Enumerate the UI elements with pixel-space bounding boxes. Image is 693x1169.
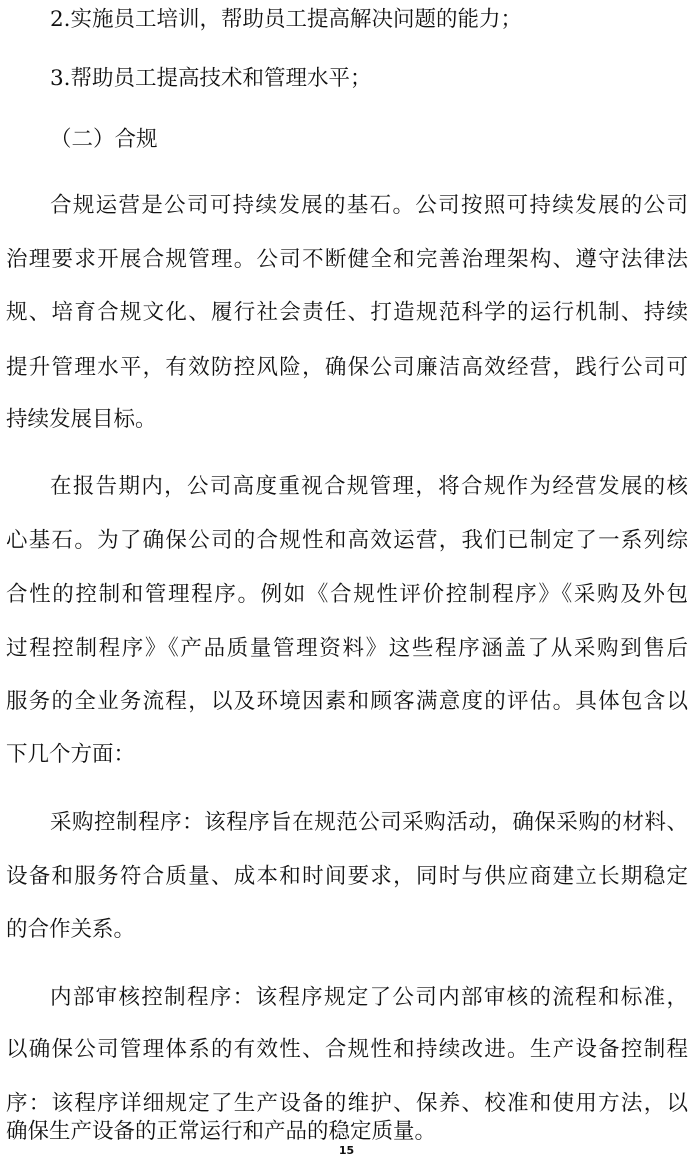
paragraph-2-line-5: 服务的全业务流程，以及环境因素和顾客满意度的评估。具体包含以 bbox=[6, 689, 688, 714]
paragraph-1-line-3: 规、培育合规文化、履行社会责任、打造规范科学的运行机制、持续 bbox=[6, 300, 688, 325]
paragraph-3-line-1: 采购控制程序：该程序旨在规范公司采购活动，确保采购的材料、 bbox=[50, 810, 688, 835]
paragraph-2-line-2: 心基石。为了确保公司的合规性和高效运营，我们已制定了一系列综 bbox=[6, 528, 688, 553]
paragraph-4-line-1: 内部审核控制程序：该程序规定了公司内部审核的流程和标准， bbox=[50, 985, 688, 1010]
paragraph-4-line-3: 序：该程序详细规定了生产设备的维护、保养、校准和使用方法，以 bbox=[6, 1091, 688, 1116]
list-item-2: 2.实施员工培训，帮助员工提高解决问题的能力； bbox=[50, 7, 523, 32]
paragraph-2-line-1: 在报告期内，公司高度重视合规管理，将合规作为经营发展的核 bbox=[50, 474, 688, 499]
paragraph-2-line-6: 下几个方面： bbox=[6, 742, 136, 767]
paragraph-4-line-4: 确保生产设备的正常运行和产品的稳定质量。 bbox=[6, 1119, 437, 1144]
paragraph-3-line-2: 设备和服务符合质量、成本和时间要求，同时与供应商建立长期稳定 bbox=[6, 864, 688, 889]
paragraph-4-line-2: 以确保公司管理体系的有效性、合规性和持续改进。生产设备控制程 bbox=[6, 1037, 688, 1062]
paragraph-1-line-2: 治理要求开展合规管理。公司不断健全和完善治理架构、遵守法律法 bbox=[6, 247, 688, 272]
paragraph-1-line-4: 提升管理水平，有效防控风险，确保公司廉洁高效经营，践行公司可 bbox=[6, 355, 688, 380]
page-number: 15 bbox=[338, 1144, 355, 1157]
section-heading-compliance: （二）合规 bbox=[50, 127, 158, 152]
paragraph-2-line-3: 合性的控制和管理程序。例如《合规性评价控制程序》《采购及外包 bbox=[6, 582, 688, 607]
paragraph-2-line-4: 过程控制程序》《产品质量管理资料》这些程序涵盖了从采购到售后 bbox=[6, 636, 688, 661]
paragraph-1-line-1: 合规运营是公司可持续发展的基石。公司按照可持续发展的公司 bbox=[50, 193, 688, 218]
paragraph-3-line-3: 的合作关系。 bbox=[6, 917, 136, 942]
list-item-3: 3.帮助员工提高技术和管理水平； bbox=[50, 66, 372, 91]
paragraph-1-line-5: 持续发展目标。 bbox=[6, 407, 157, 432]
